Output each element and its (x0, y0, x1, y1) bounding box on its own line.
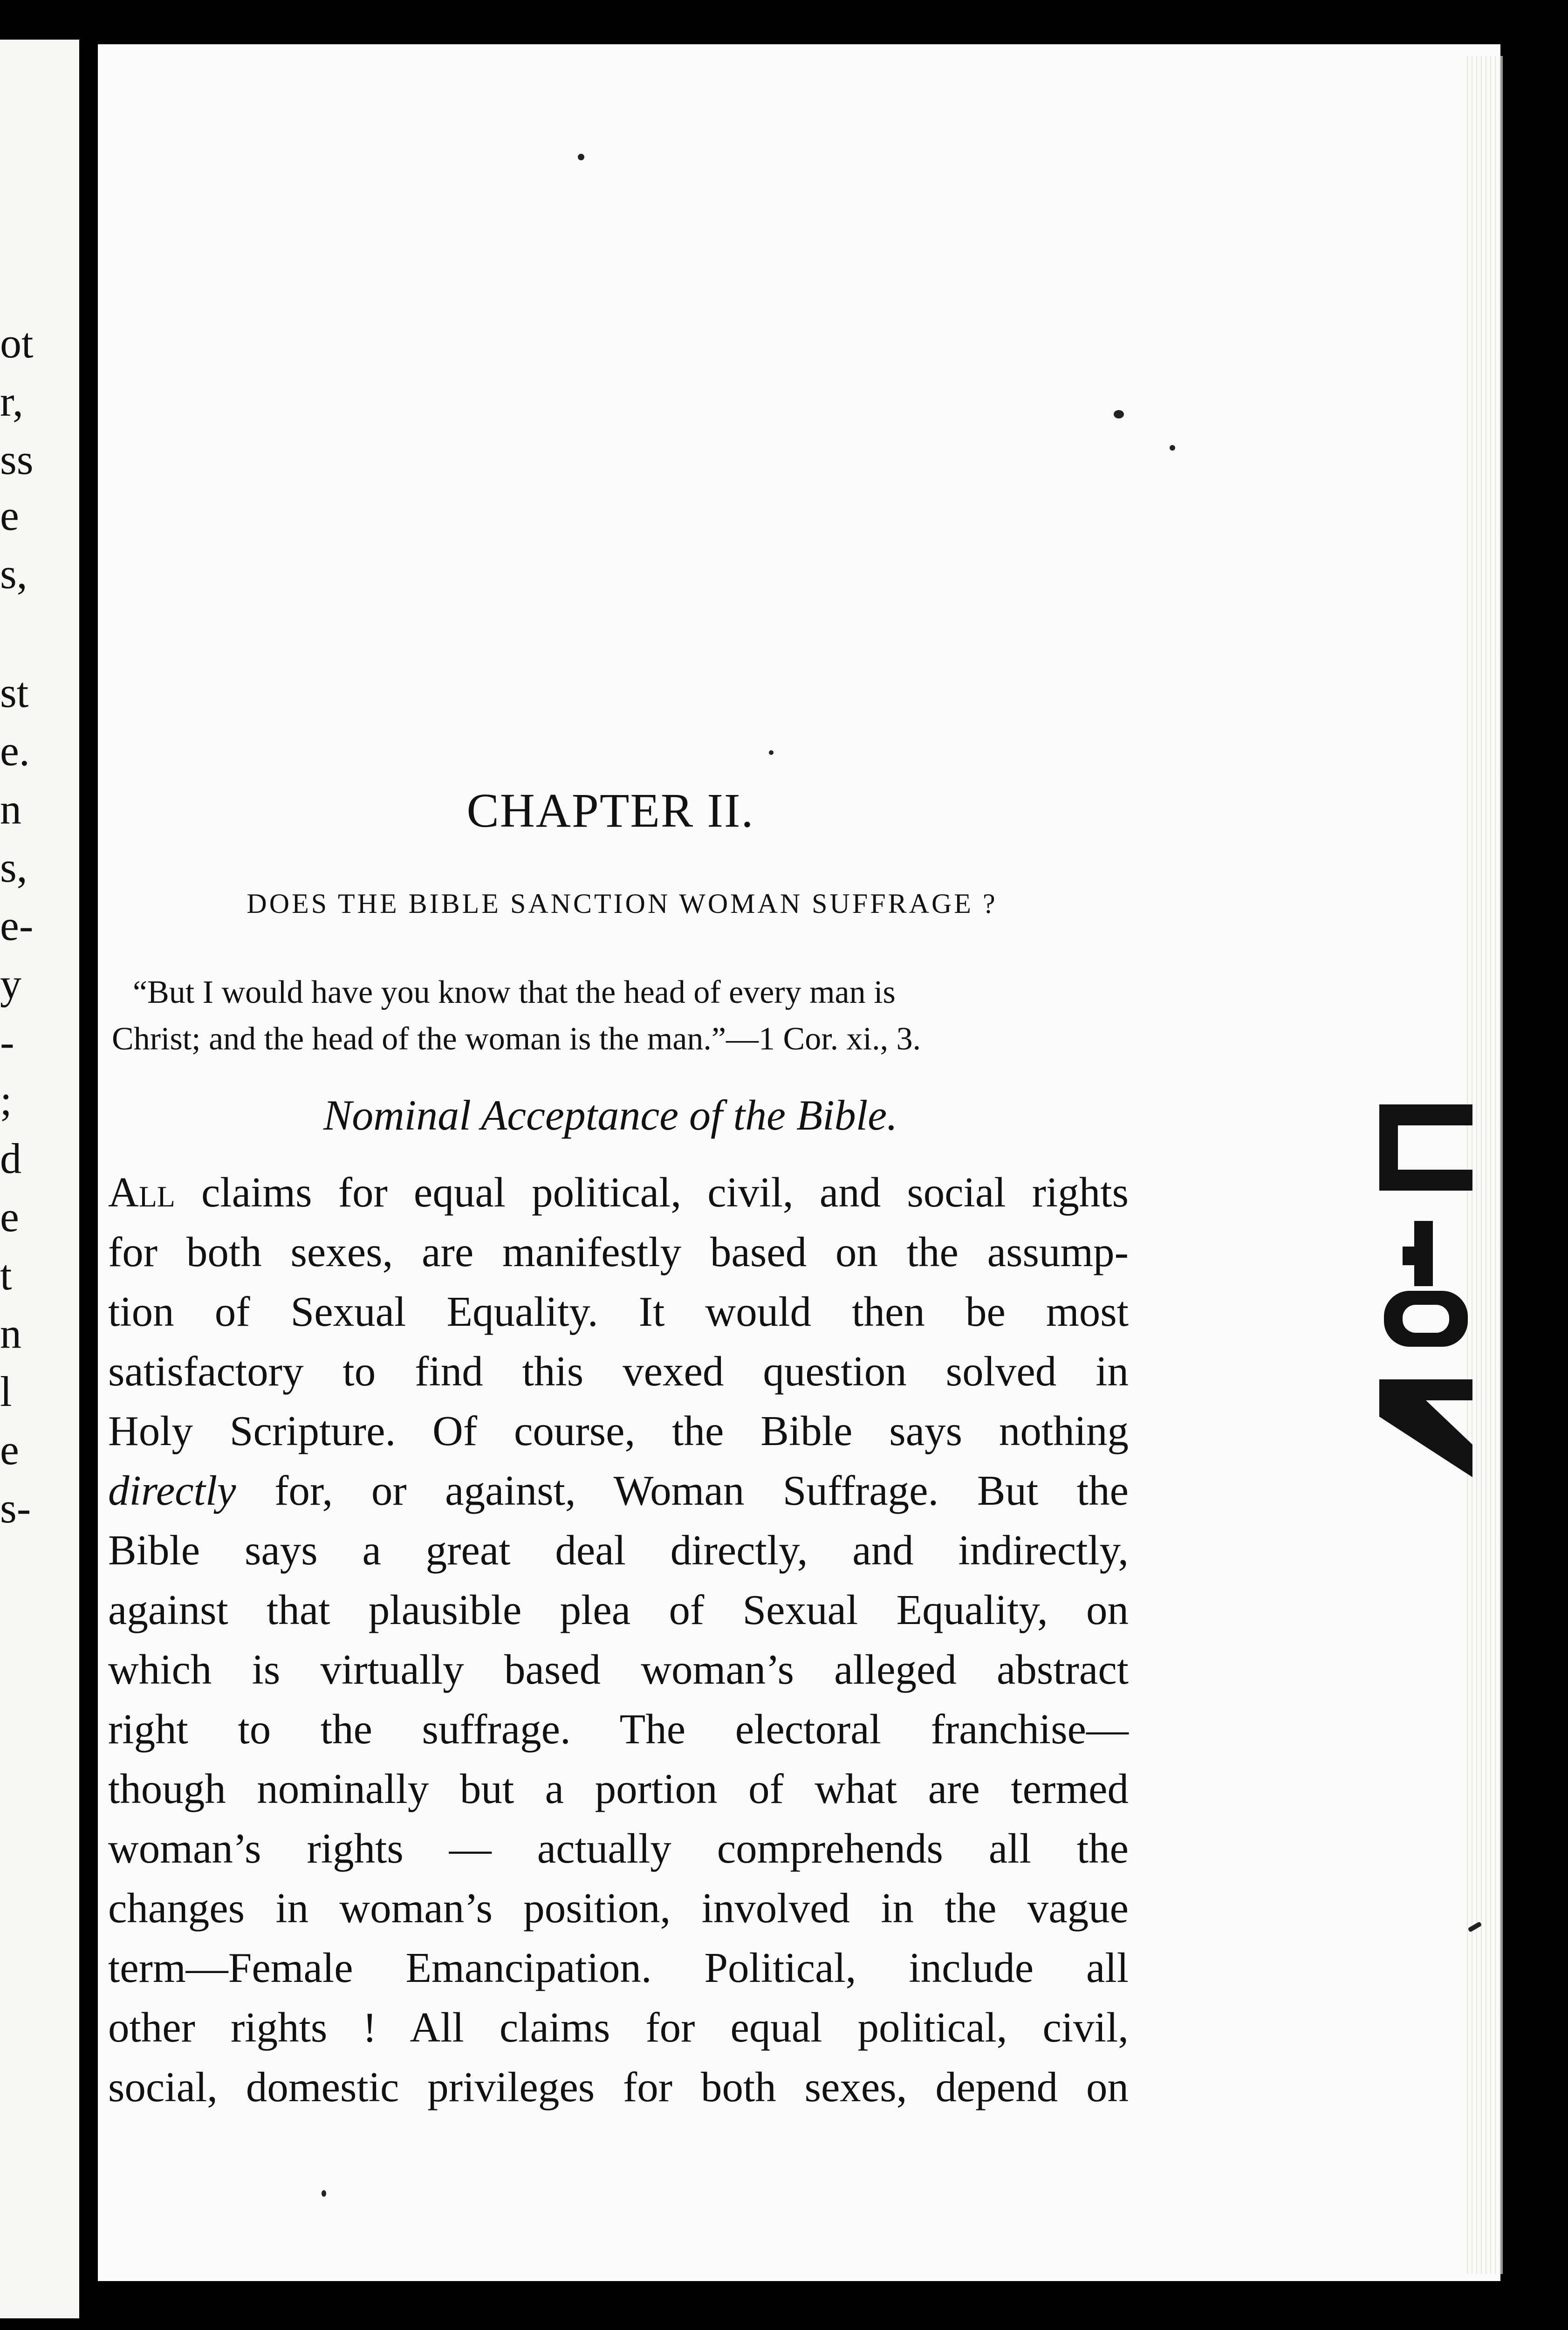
left-fragment: r, (0, 377, 23, 425)
body-line: though nominally but a portion of what are termed (108, 1765, 1129, 1812)
left-fragment: e (0, 1193, 19, 1240)
left-fragment: st (0, 669, 29, 716)
left-fragment: e. (0, 727, 30, 774)
stamp-glyph (1403, 1247, 1417, 1265)
left-fragment: e- (0, 902, 34, 949)
left-fragment: s, (0, 550, 27, 597)
left-fragment: s- (0, 1484, 31, 1532)
body-line: against that plausible plea of Sexual Equality, on (108, 1586, 1129, 1633)
body-line: for both sexes, are manifestly based on the assump- (108, 1228, 1129, 1275)
epigraph-line: “But I would have you know that the head of every man is (133, 974, 896, 1010)
body-line: directly for, or against, Woman Suffrage. But the (108, 1467, 1129, 1514)
stamp-glyph (1414, 1221, 1433, 1286)
dust-speck (1114, 410, 1124, 418)
left-fragment: - (0, 1018, 14, 1066)
body-line: changes in woman’s position, involved in the vague (108, 1885, 1129, 1932)
stamp-glyph (1379, 1379, 1472, 1477)
body-line: other rights ! All claims for equal political, civil, (108, 2004, 1129, 2051)
body-paragraph (108, 1163, 1129, 2117)
left-fragment: ; (0, 1076, 12, 1124)
body-line: social, domestic privileges for both sexes, depend on (108, 2063, 1129, 2111)
italic-word: directly (108, 1467, 236, 1514)
drop-word: All (108, 1169, 175, 1216)
stamp-glyph (1403, 1305, 1449, 1333)
body-line: All claims for equal political, civil, and social rights (108, 1169, 1129, 1216)
left-fragment: n (0, 1309, 21, 1357)
body-line: woman’s rights — actually comprehends all the (108, 1825, 1129, 1872)
library-stamp (1370, 1090, 1482, 1487)
left-fragment: e (0, 492, 19, 539)
left-fragment: t (0, 1251, 12, 1299)
left-fragment: s, (0, 843, 27, 891)
section-heading: Nominal Acceptance of the Bible. (323, 1091, 898, 1139)
body-line: Holy Scripture. Of course, the Bible says nothing (108, 1407, 1129, 1454)
dust-speck (1170, 445, 1175, 451)
body-line: satisfactory to find this vexed question solved in (108, 1348, 1129, 1395)
left-fragment: y (0, 960, 21, 1007)
dust-speck (322, 2190, 326, 2197)
left-fragment: e (0, 1426, 19, 1473)
body-line: right to the suffrage. The electoral franchise— (108, 1706, 1129, 1753)
dust-speck (769, 750, 774, 755)
epigraph-line: Christ; and the head of the woman is the man.”—1 Cor. xi., 3. (112, 1021, 921, 1057)
dust-speck (578, 154, 584, 160)
body-line: tion of Sexual Equality. It would then be most (108, 1288, 1129, 1335)
chapter-subtitle: DOES THE BIBLE SANCTION WOMAN SUFFRAGE ? (246, 888, 998, 919)
body-line: which is virtually based woman’s alleged abstract (108, 1646, 1129, 1693)
body-line: term—Female Emancipation. Political, include all (108, 1944, 1129, 1991)
body-line: Bible says a great deal directly, and indirectly, (108, 1527, 1129, 1574)
chapter-title: CHAPTER II. (466, 784, 754, 837)
left-fragment: ot (0, 319, 34, 367)
left-fragment: l (0, 1368, 12, 1415)
left-fragment: d (0, 1135, 21, 1182)
left-fragment: ss (0, 436, 34, 483)
stamp-glyph (1379, 1104, 1472, 1191)
epigraph (112, 969, 1146, 1062)
left-fragment: n (0, 785, 21, 833)
